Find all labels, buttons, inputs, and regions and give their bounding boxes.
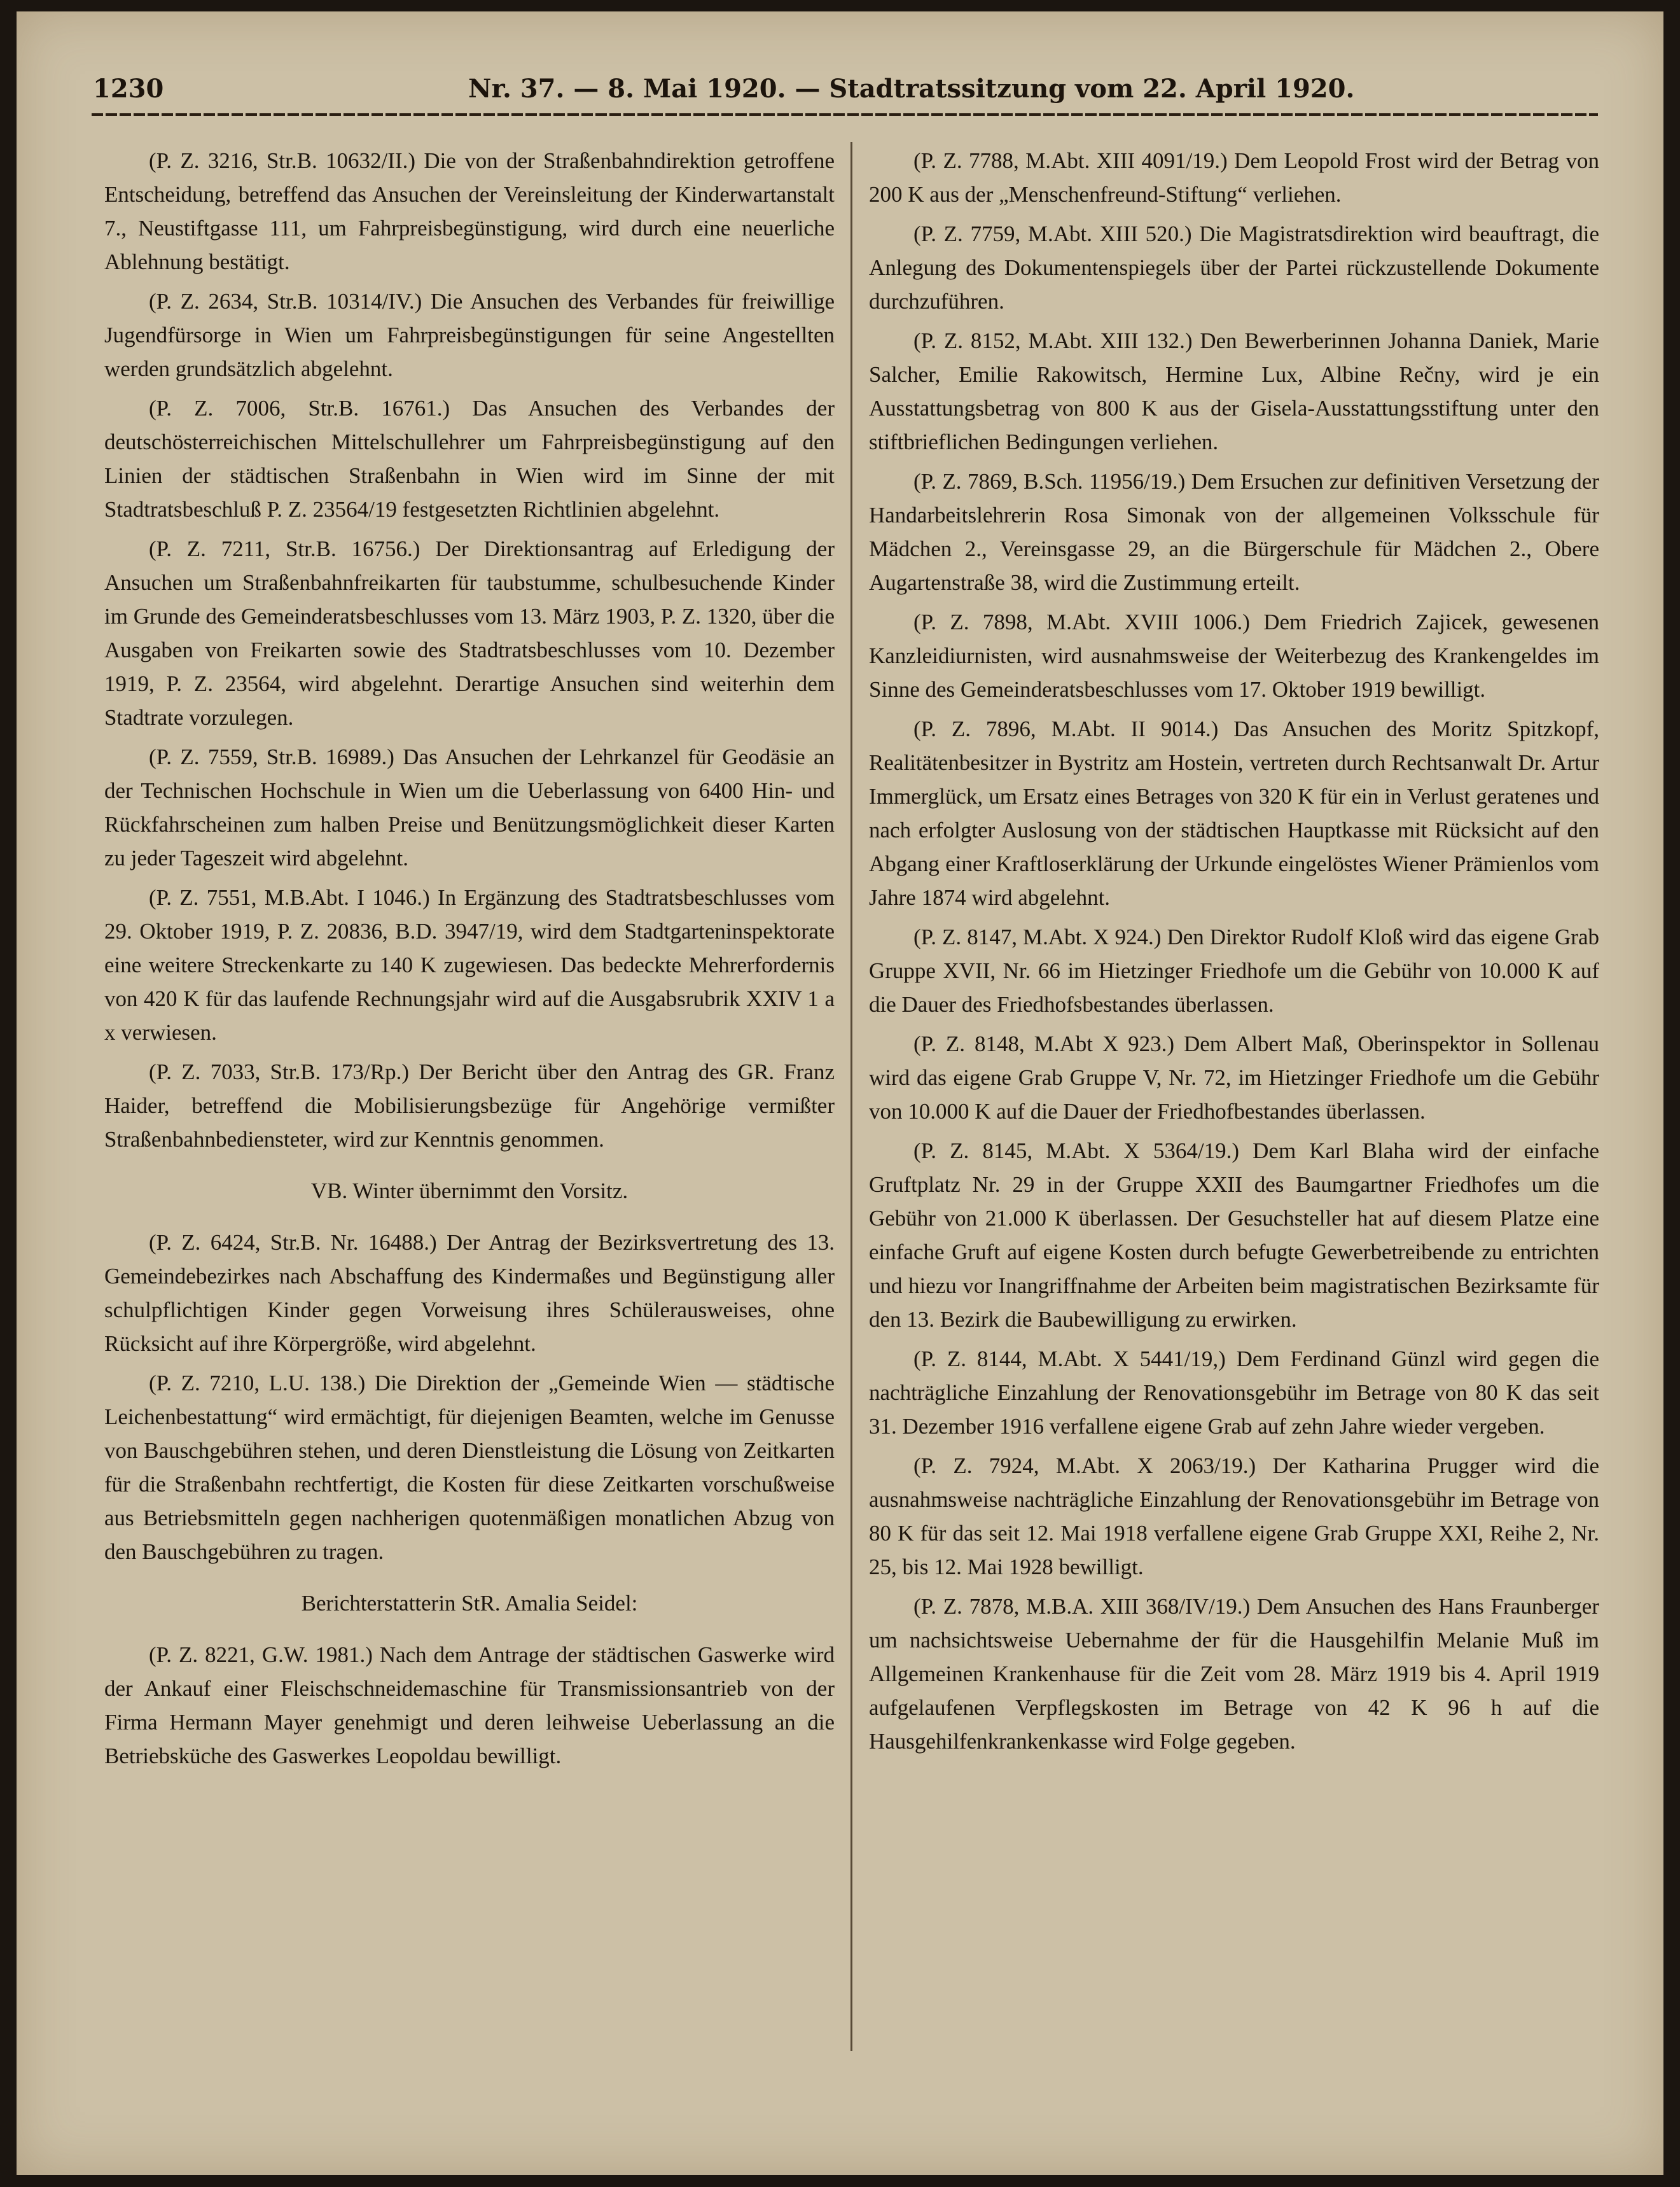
paragraph: (P. Z. 8221, G.W. 1981.) Nach dem Antrage der städtischen Gaswerke wird der Ankauf einer Fleischschneidemaschine für Transmissionsantrieb von der Firma Hermann Mayer genehmigt und deren leihweise Ueberlassung an die Betriebsküche des Gaswerkes Leopoldau bewilligt. [104,1642,835,1768]
paragraph: (P. Z. 7896, M.Abt. II 9014.) Das Ansuchen des Moritz Spitzkopf, Realitätenbesitzer in Bystritz am Hostein, vertreten durch Rechtsanwalt Dr. Artur Immerglück, um Ersatz eines Betrages von 320 K für ein in Verlust geratenes und nach erfolgter Auslosung von der städtischen Hauptkasse mit Rücksicht auf den Abgang einer Kraftloserklärung der Urkunde eingelöstes Wiener Prämienlos vom Jahre 1874 wird abgelehnt. [869,716,1599,910]
paragraph: (P. Z. 7924, M.Abt. X 2063/19.) Der Katharina Prugger wird die ausnahmsweise nachträgliche Einzahlung der Renovationsgebühr im Betrage von 80 K für das seit 12. Mai 1918 verfallene eigene Grab Gruppe XXI, Reihe 2, Nr. 25, bis 12. Mai 1928 bewilligt. [869,1453,1599,1579]
paragraph: (P. Z. 7559, Str.B. 16989.) Das Ansuchen der Lehrkanzel für Geodäsie an der Technischen Hochschule in Wien um die Ueberlassung von 6400 Hin- und Rückfahrscheinen zum halben Preise und Benützungsmöglichkeit dieser Karten zu jeder Tageszeit wird abgelehnt. [104,744,835,870]
paragraph: (P. Z. 3216, Str.B. 10632/II.) Die von der Straßenbahndirektion getroffene Entscheidung, betreffend das Ansuchen der Vereinsleitung der Kinderwartanstalt 7., Neustiftgasse 111, um Fahrpreisbegünstigung, wird durch eine neuerliche Ablehnung bestätigt. [104,148,835,274]
running-head: Nr. 37. — 8. Mai 1920. — Stadtratssitzung vom 22. April 1920. [468,74,1355,104]
paragraph: (P. Z. 8147, M.Abt. X 924.) Den Direktor Rudolf Kloß wird das eigene Grab Gruppe XVII, Nr. 66 im Hietzinger Friedhofe um die Gebühr von 10.000 K auf die Dauer des Friedhofsbestandes überlassen. [869,925,1599,1017]
page-header [93,74,1645,112]
paragraph: (P. Z. 6424, Str.B. Nr. 16488.) Der Antrag der Bezirksvertretung des 13. Gemeindebezirkes nach Abschaffung des Kindermaßes und Begünstigung aller schulpflichtigen Kinder gegen Vorweisung ihres Schülerausweises, ohne Rücksicht auf ihre Körpergröße, wird abgelehnt. [104,1230,835,1356]
paragraph: (P. Z. 7210, L.U. 138.) Die Direktion der „Gemeinde Wien — städtische Leichenbestattung“ wird ermächtigt, für diejenigen Beamten, welche im Genusse von Bauschgebühren stehen, und deren Dienstleistung die Lösung von Zeitkarten für die Straßenbahn rechtfertigt, die Kosten für diese Zeitkarten vorschußweise aus Betriebsmitteln gegen nachherigen quotenmäßigen monatlichen Abzug von den Bauschgebühren zu tragen. [104,1371,835,1564]
left-column [104,144,835,2104]
paragraph: (P. Z. 2634, Str.B. 10314/IV.) Die Ansuchen des Verbandes für freiwillige Jugendfürsorge in Wien um Fahrpreisbegünstigungen für seine Angestellten werden grundsätzlich abgelehnt. [104,289,835,381]
rapporteur-heading: Berichterstatterin StR. Amalia Seidel: [301,1591,638,1616]
paragraph: (P. Z. 7211, Str.B. 16756.) Der Direktionsantrag auf Erledigung der Ansuchen um Straßenbahnfreikarten für taubstumme, schulbesuchende Kinder im Grunde des Gemeinderatsbeschlusses vom 13. März 1903, P. Z. 1320, über die Ausgaben von Freikarten sowie des Stadtratsbeschlusses vom 10. Dezember 1919, P. Z. 23564, wird abgelehnt. Derartige Ansuchen sind weiterhin dem Stadtrate vorzulegen. [104,536,835,730]
page-number: 1230 [93,74,164,104]
paragraph: (P. Z. 7006, Str.B. 16761.) Das Ansuchen des Verbandes der deutschösterreichischen Mittelschullehrer um Fahrpreisbegünstigung auf den Linien der städtischen Straßenbahn in Wien wird im Sinne der mit Stadtratsbeschluß P. Z. 23564/19 festgesetzten Richtlinien abgelehnt. [104,396,835,522]
paragraph: (P. Z. 7033, Str.B. 173/Rp.) Der Bericht über den Antrag des GR. Franz Haider, betreffend die Mobilisierungsbezüge für Angehörige vermißter Straßenbahnbediensteter, wird zur Kenntnis genommen. [104,1059,835,1152]
paragraph: (P. Z. 7878, M.B.A. XIII 368/IV/19.) Dem Ansuchen des Hans Fraunberger um nachsichtsweise Uebernahme der für die Hausgehilfin Melanie Muß im Allgemeinen Krankenhause für die Zeit vom 28. März 1919 bis 4. April 1919 aufgelaufenen Verpflegskosten im Betrage von 42 K 96 h auf die Hausgehilfenkrankenkasse wird Folge gegeben. [869,1594,1599,1754]
paragraph: (P. Z. 8144, M.Abt. X 5441/19,) Dem Ferdinand Günzl wird gegen die nachträgliche Einzahlung der Renovationsgebühr im Betrage von 80 K das seit 31. Dezember 1916 verfallene eigene Grab auf zehn Jahre wieder vergeben. [869,1346,1599,1439]
paragraph: (P. Z. 7898, M.Abt. XVIII 1006.) Dem Friedrich Zajicek, gewesenen Kanzleidiurnisten, wird ausnahmsweise der Weiterbezug des Krankengeldes im Sinne des Gemeinderatsbeschlusses vom 17. Oktober 1919 bewilligt. [869,610,1599,702]
paragraph: (P. Z. 7551, M.B.Abt. I 1046.) In Ergänzung des Stadtratsbeschlusses vom 29. Oktober 1919, P. Z. 20836, B.D. 3947/19, wird dem Stadtgarteninspektorate eine weitere Streckenkarte zu 140 K zugewiesen. Das bedeckte Mehrerfordernis von 420 K für das laufende Rechnungsjahr wird auf die Ausgabsrubrik XXIV 1 a x verwiesen. [104,885,835,1045]
paragraph: (P. Z. 8148, M.Abt X 923.) Dem Albert Maß, Oberinspektor in Sollenau wird das eigene Grab Gruppe V, Nr. 72, im Hietzinger Friedhofe um die Gebühr von 10.000 K auf die Dauer der Friedhofbestandes überlassen. [869,1031,1599,1124]
paragraph: (P. Z. 8152, M.Abt. XIII 132.) Den Bewerberinnen Johanna Daniek, Marie Salcher, Emilie Rakowitsch, Hermine Lux, Albine Rečny, wird je ein Ausstattungsbetrag von 800 K aus der Gisela-Ausstattungsstiftung unter den stiftbrieflichen Bedingungen verliehen. [869,328,1599,454]
paragraph: (P. Z. 7759, M.Abt. XIII 520.) Die Magistratsdirektion wird beauftragt, die Anlegung des Dokumentenspiegels über der Partei rückzustellende Dokumente durchzuführen. [869,221,1599,314]
chair-change-notice: VB. Winter übernimmt den Vorsitz. [310,1178,628,1203]
paragraph: (P. Z. 8145, M.Abt. X 5364/19.) Dem Karl Blaha wird der einfache Gruftplatz Nr. 29 in der Gruppe XXII des Baumgartner Friedhofes um die Gebühr von 21.000 K überlassen. Der Gesuchsteller hat auf diesem Platze eine einfache Gruft auf eigene Kosten durch befugte Gewerbetreibende zu entrichten und hiezu vor Inangriffnahme der Arbeiten beim magistratischen Bezirksamte für den 13. Bezirk die Baubewilligung zu erwirken. [869,1138,1599,1332]
paragraph: (P. Z. 7788, M.Abt. XIII 4091/19.) Dem Leopold Frost wird der Betrag von 200 K aus der „Menschenfreund-Stiftung“ verliehen. [869,148,1599,207]
newspaper-page [17,11,1663,2175]
paragraph: (P. Z. 7869, B.Sch. 11956/19.) Dem Ersuchen zur definitiven Versetzung der Handarbeitslehrerin Rosa Simonak von der allgemeinen Volksschule für Mädchen 2., Vereinsgasse 29, an die Bürgerschule für Mädchen 2., Obere Augartenstraße 38, wird die Zustimmung erteilt. [869,469,1599,595]
column-divider [850,142,852,2051]
header-rule [92,113,1598,116]
right-column [869,144,1599,2104]
